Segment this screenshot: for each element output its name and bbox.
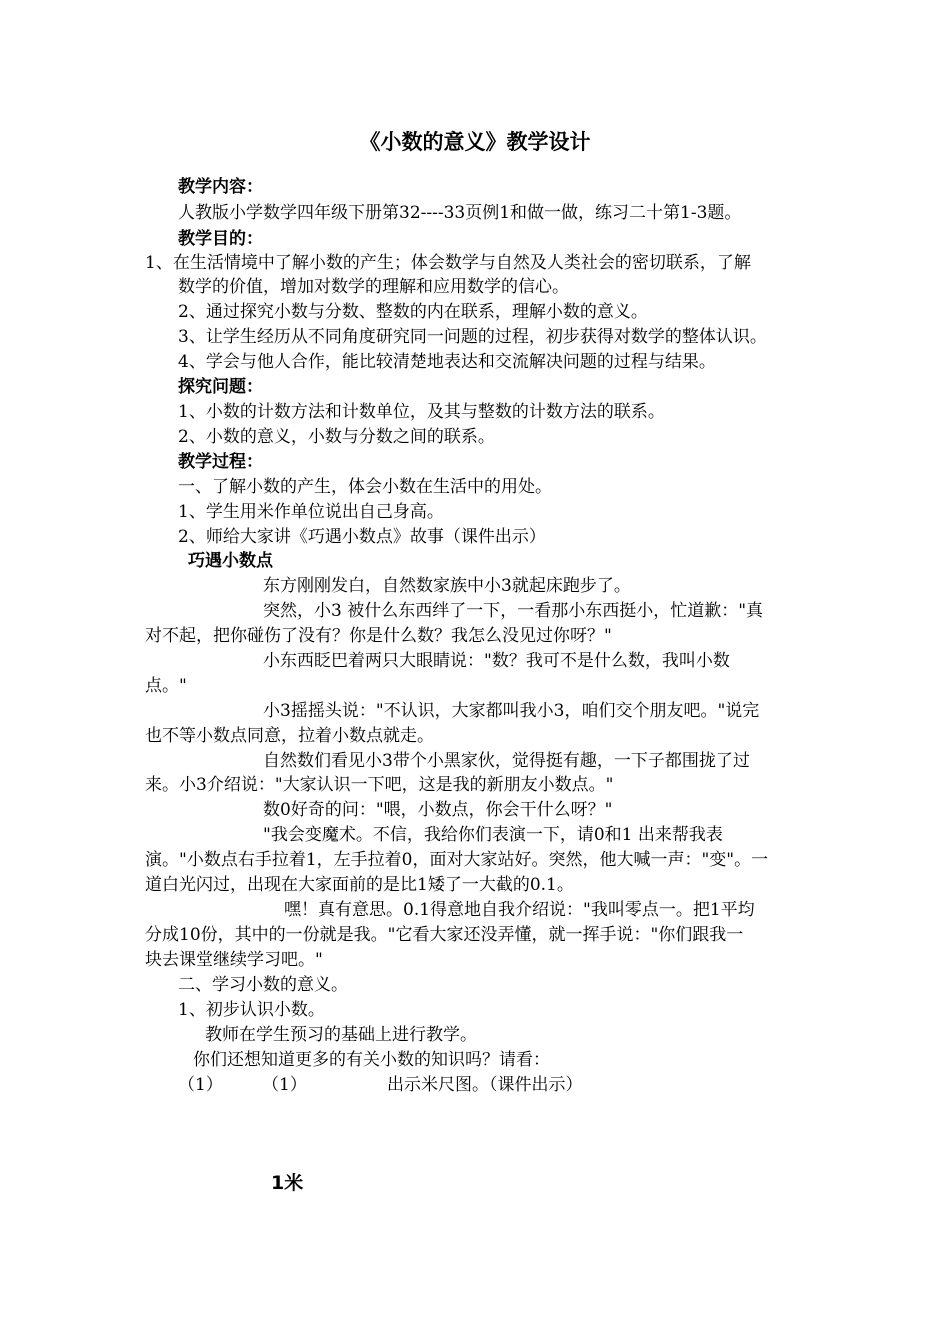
heading-process: 教学过程： (178, 452, 263, 472)
story-line: 点。" (145, 676, 187, 696)
story-line: 自然数们看见小3带个小黑家伙，觉得挺有趣，一下子都围拢了过 (263, 751, 750, 771)
heading-goals: 教学目的： (178, 229, 263, 249)
story-line: "我会变魔术。不信，我给你们表演一下，请0和1 出来帮我表 (263, 825, 723, 845)
text-line: 数学的价值，增加对数学的理解和应用数学的信心。 (178, 277, 569, 297)
text-line: 1、小数的计数方法和计数单位，及其与整数的计数方法的联系。 (178, 402, 665, 422)
story-title: 巧遇小数点 (188, 551, 273, 571)
text-line: 3、让学生经历从不同角度研究同一问题的过程，初步获得对数学的整体认识。 (178, 327, 767, 347)
story-line: 块去课堂继续学习吧。" (145, 950, 323, 970)
text-line: 出示米尺图。（课件出示） (387, 1075, 583, 1095)
story-line: 演。"小数点右手拉着1，左手拉着0，面对大家站好。突然，他大喊一声："变"。一 (145, 850, 769, 870)
item-marker: （1） (178, 1075, 223, 1095)
item-marker: （1） (262, 1075, 307, 1095)
text-line: 4、学会与他人合作，能比较清楚地表达和交流解决问题的过程与结果。 (178, 352, 716, 372)
text-line: 2、师给大家讲《巧遇小数点》故事（课件出示） (178, 527, 546, 547)
story-line: 来。小3介绍说："大家认识一下吧，这是我的新朋友小数点。" (145, 775, 614, 795)
text-line: 2、通过探究小数与分数、整数的内在联系，理解小数的意义。 (178, 302, 648, 322)
text-line: 1、在生活情境中了解小数的产生；体会数学与自然及人类社会的密切联系，了解 (145, 253, 751, 273)
story-line: 也不等小数点同意，拉着小数点就走。 (145, 726, 434, 746)
story-line: 小3摇摇头说："不认识，大家都叫我小3，咱们交个朋友吧。"说完 (263, 701, 760, 721)
story-line: 嘿！真有意思。0.1得意地自我介绍说："我叫零点一。把1平均 (284, 900, 755, 920)
story-line: 道白光闪过，出现在大家面前的是比1矮了一大截的0.1。 (145, 875, 574, 895)
meter-label: 1米 (271, 1172, 304, 1194)
text-line: 你们还想知道更多的有关小数的知识吗？请看： (193, 1050, 550, 1070)
text-line: 2、小数的意义，小数与分数之间的联系。 (178, 427, 495, 447)
text-line: 二、学习小数的意义。 (178, 975, 348, 995)
story-line: 分成10份，其中的一份就是我。"它看大家还没弄懂，就一挥手说："你们跟我一 (145, 925, 744, 945)
heading-content: 教学内容： (178, 177, 263, 197)
text-line: 教师在学生预习的基础上进行教学。 (205, 1025, 477, 1045)
story-line: 东方刚刚发白，自然数家族中小3就起床跑步了。 (263, 576, 631, 596)
story-line: 突然，小3 被什么东西绊了一下，一看那小东西挺小，忙道歉："真 (263, 601, 764, 621)
text-line: 1、初步认识小数。 (178, 1000, 325, 1020)
text-line: 一、了解小数的产生，体会小数在生活中的用处。 (178, 477, 552, 497)
heading-questions: 探究问题： (178, 377, 263, 397)
story-line: 对不起，把你碰伤了没有？你是什么数？我怎么没见过你呀？" (145, 626, 612, 646)
story-line: 小东西眨巴着两只大眼睛说："数？我可不是什么数，我叫小数 (263, 651, 730, 671)
story-line: 数0好奇的问："喂，小数点，你会干什么呀？" (263, 800, 613, 820)
document-title: 《小数的意义》教学设计 (359, 130, 591, 154)
text-line: 人教版小学数学四年级下册第32----33页例1和做一做，练习二十第1-3题。 (178, 203, 742, 223)
text-line: 1、学生用米作单位说出自己身高。 (178, 502, 444, 522)
